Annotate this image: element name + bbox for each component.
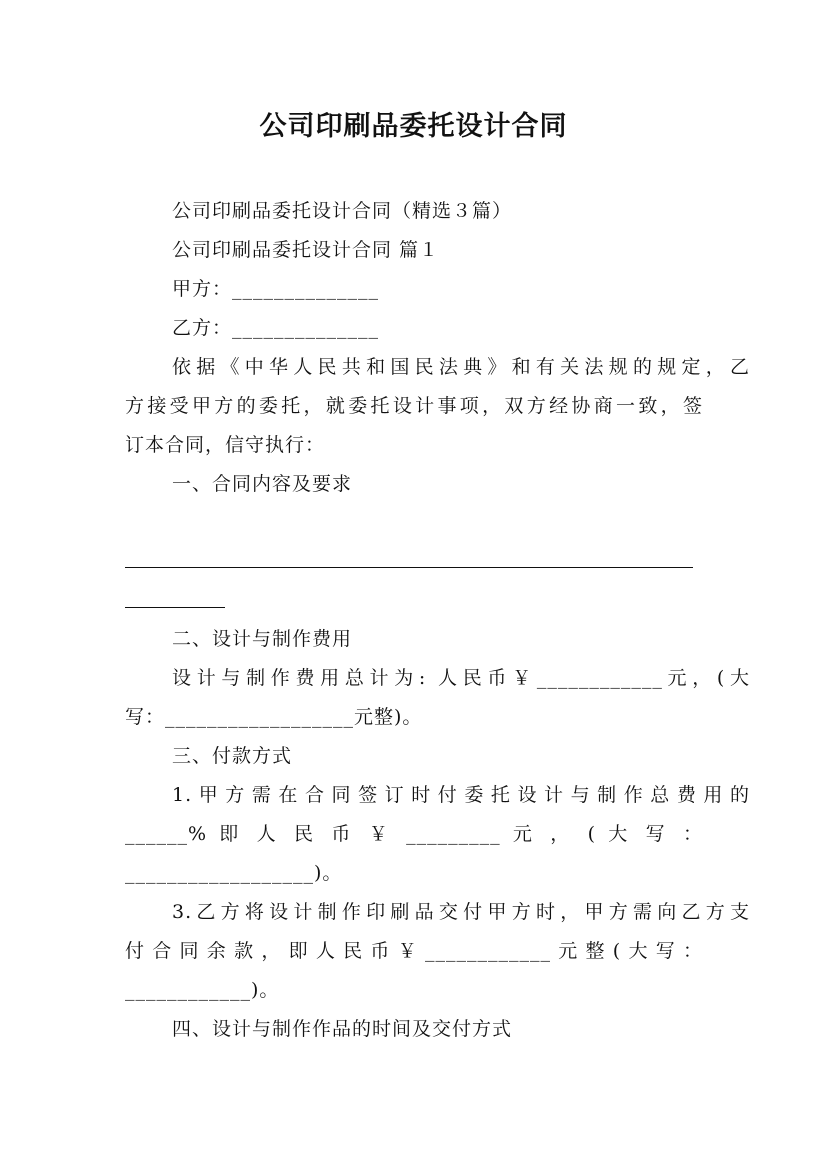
paragraph-line: 3.乙方将设计制作印刷品交付甲方时，甲方需向乙方支: [172, 901, 750, 923]
party-b-line: 乙方：______________: [172, 317, 380, 339]
paragraph-line: ____________)。: [125, 979, 280, 1001]
paragraph-line: 方接受甲方的委托，就委托设计事项，双方经协商一致，签: [125, 395, 703, 417]
party-a-line: 甲方：______________: [172, 278, 380, 300]
clause-heading: 一、合同内容及要求: [172, 473, 353, 495]
paragraph-line: 1.甲方需在合同签订时付委托设计与制作总费用的: [172, 784, 750, 806]
blank-fill-line: [125, 607, 225, 608]
paragraph-line: 设计与制作费用总计为: 人民币￥____________元，(大: [172, 667, 750, 689]
paragraph-line: ______% 即 人 民 币 ￥ _________ 元 ， ( 大 写 ：: [125, 823, 703, 845]
clause-heading: 三、付款方式: [172, 745, 293, 767]
paragraph-line: 依据《中华人民共和国民法典》和有关法规的规定，乙: [172, 356, 750, 378]
clause-heading: 四、设计与制作作品的时间及交付方式: [172, 1018, 513, 1040]
clause-heading: 二、设计与制作费用: [172, 628, 353, 650]
paragraph-line: 订本合同，信守执行：: [125, 434, 326, 456]
section-heading-line: 公司印刷品委托设计合同 篇１: [172, 239, 440, 261]
subtitle-line: 公司印刷品委托设计合同（精选３篇）: [172, 200, 513, 222]
paragraph-line: __________________)。: [125, 862, 343, 884]
paragraph-line: 付合同余款，即人民币￥____________元整(大写：: [125, 940, 703, 962]
document-title: 公司印刷品委托设计合同: [259, 111, 568, 142]
blank-fill-line: [125, 567, 693, 568]
paragraph-line: 写：__________________元整)。: [125, 706, 423, 728]
